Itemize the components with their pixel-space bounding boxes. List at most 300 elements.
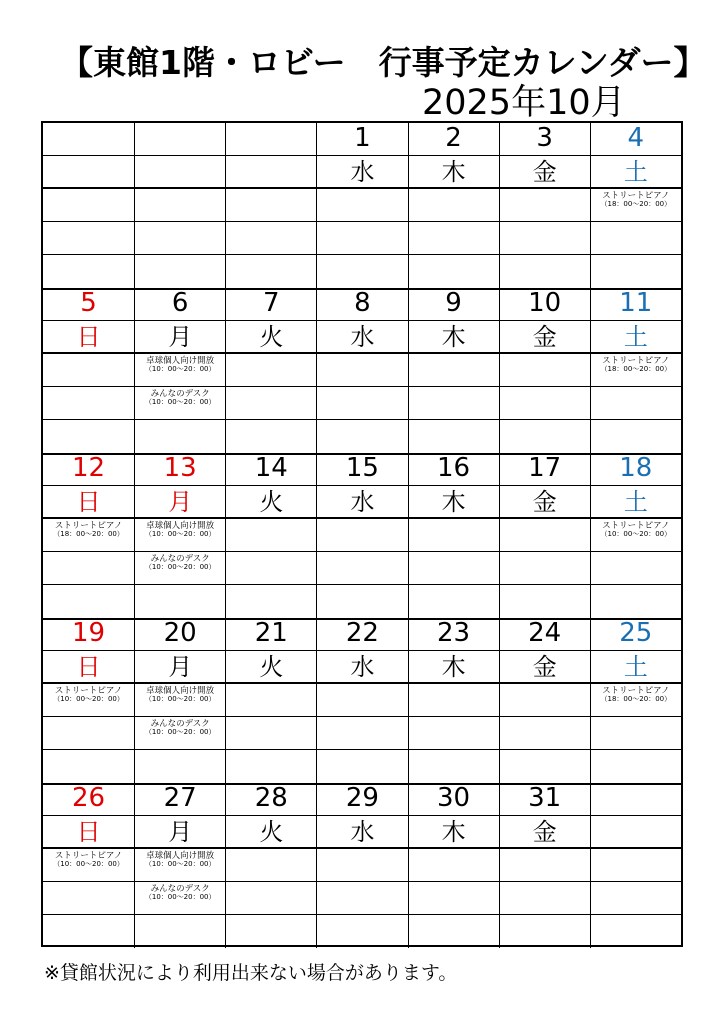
event-cell [134,717,225,749]
event-cell [408,717,499,749]
weekday-row [43,651,681,684]
event-cell [590,915,681,948]
date-cell [134,453,225,485]
date-number: 7 [263,288,280,318]
event-time: （10：00〜20：00） [144,859,216,868]
date-number: 23 [437,618,471,648]
date-number: 12 [72,453,106,483]
event-cell [134,354,225,386]
event-cell [590,882,681,914]
event-cell [134,387,225,419]
date-cell [316,453,407,485]
event-cell [499,255,590,288]
weekday-cell [590,651,681,682]
date-cell [316,783,407,815]
weekday-row [43,156,681,189]
event-cell [225,189,316,221]
event-cell [590,684,681,716]
date-number: 22 [345,618,379,648]
event-cell [316,222,407,254]
date-number: 27 [163,783,197,813]
weekday-cell [225,816,316,847]
event-row [43,552,681,585]
weekday-cell [499,321,590,352]
weekday-cell [43,486,134,517]
event-cell [225,255,316,288]
event-cell [408,420,499,453]
event-cell [134,189,225,221]
calendar-week [43,288,681,455]
event-cell [134,519,225,551]
weekday-cell [225,486,316,517]
event-name: 卓球個人向け開放 [146,356,215,366]
event-name: みんなのデスク [150,389,210,399]
event-time: （18：00〜20：00） [600,694,672,703]
date-cell [408,288,499,320]
date-number: 1 [354,123,371,153]
weekday-label: 土 [623,158,648,186]
date-cell [225,783,316,815]
weekday-label: 月 [168,323,193,351]
date-number: 3 [536,123,553,153]
date-number: 6 [171,288,189,318]
event-row [43,255,681,288]
weekday-cell [134,156,225,187]
event-cell [43,684,134,716]
date-number: 16 [437,453,471,483]
date-row [43,783,681,816]
date-number: 18 [619,453,653,483]
weekday-label: 火 [259,818,284,846]
event-time: （10：00〜20：00） [144,694,216,703]
date-number: 13 [163,453,197,483]
event-cell [225,915,316,948]
event-cell [499,552,590,584]
date-cell [316,288,407,320]
event-row [43,882,681,915]
event-name: みんなのデスク [150,884,210,894]
event-cell [316,387,407,419]
event-entry [43,852,134,868]
date-row [43,123,681,156]
event-cell [408,222,499,254]
event-cell [225,222,316,254]
date-number: 11 [619,288,653,318]
date-cell [134,288,225,320]
date-cell [134,783,225,815]
weekday-label: 金 [532,653,557,681]
event-entry [591,687,681,703]
footnote: ※貸館状況により利用出来ない場合があります。 [44,962,458,984]
date-number: 4 [627,123,645,153]
calendar-week [43,783,681,948]
event-cell [499,849,590,881]
date-cell [499,453,590,485]
event-cell [499,387,590,419]
date-cell [225,123,316,155]
date-row [43,618,681,651]
weekday-cell [590,816,681,847]
weekday-label: 日 [76,653,101,681]
event-cell [316,189,407,221]
date-number: 30 [437,783,471,813]
event-cell [225,585,316,618]
event-cell [134,684,225,716]
event-time: （18：00〜20：00） [600,199,672,208]
event-cell [408,750,499,783]
weekday-label: 金 [532,488,557,516]
weekday-row [43,486,681,519]
event-row [43,420,681,453]
month-label: 2025年10月 [422,83,626,123]
date-number: 19 [72,618,106,648]
event-cell [316,519,407,551]
event-cell [316,750,407,783]
calendar-grid [41,121,683,947]
weekday-cell [134,816,225,847]
event-cell [134,750,225,783]
calendar-week [43,453,681,620]
event-cell [499,717,590,749]
date-cell [43,618,134,650]
event-cell [408,552,499,584]
event-entry [591,192,681,208]
event-cell [225,519,316,551]
weekday-label: 金 [532,818,557,846]
weekday-cell [499,486,590,517]
weekday-cell [408,816,499,847]
weekday-label: 木 [441,653,466,681]
weekday-label: 火 [259,488,284,516]
event-cell [316,849,407,881]
date-cell [590,783,681,815]
event-row [43,189,681,222]
weekday-cell [590,156,681,187]
event-cell [590,585,681,618]
event-entry [135,555,225,571]
event-cell [43,387,134,419]
event-name: みんなのデスク [150,719,210,729]
event-cell [316,585,407,618]
event-cell [134,255,225,288]
event-time: （10：00〜20：00） [144,364,216,373]
event-cell [499,354,590,386]
weekday-cell [408,651,499,682]
weekday-label: 日 [76,488,101,516]
event-cell [43,354,134,386]
date-number: 25 [619,618,653,648]
weekday-cell [499,651,590,682]
event-row [43,849,681,882]
event-cell [316,255,407,288]
event-time: （10：00〜20：00） [144,892,216,901]
event-entry [135,852,225,868]
weekday-cell [225,156,316,187]
event-cell [316,684,407,716]
event-row [43,915,681,948]
event-cell [225,552,316,584]
weekday-label: 水 [350,323,375,351]
event-entry [591,357,681,373]
date-number: 5 [80,288,97,318]
date-number: 9 [445,288,462,318]
weekday-label: 土 [623,488,648,516]
event-cell [408,684,499,716]
event-cell [43,849,134,881]
event-cell [134,585,225,618]
weekday-label: 火 [259,653,284,681]
event-cell [43,915,134,948]
event-cell [316,915,407,948]
weekday-cell [43,816,134,847]
event-cell [408,585,499,618]
weekday-label: 水 [350,488,375,516]
event-cell [590,420,681,453]
weekday-cell [43,321,134,352]
weekday-label: 月 [168,818,193,846]
event-entry [135,720,225,736]
weekday-label: 木 [441,158,466,186]
event-name: みんなのデスク [150,554,210,564]
date-cell [590,618,681,650]
weekday-cell [408,156,499,187]
event-time: （10：00〜20：00） [53,859,124,868]
event-cell [134,222,225,254]
weekday-label: 土 [623,653,648,681]
calendar-week [43,618,681,785]
event-name: ストリートピアノ [54,521,123,531]
date-number: 14 [254,453,288,483]
event-cell [408,915,499,948]
event-cell [225,387,316,419]
event-cell [499,585,590,618]
weekday-cell [43,156,134,187]
weekday-cell [590,321,681,352]
date-number: 21 [254,618,288,648]
event-cell [590,222,681,254]
weekday-label: 木 [441,488,466,516]
event-cell [590,354,681,386]
event-name: 卓球個人向け開放 [146,521,215,531]
event-cell [499,750,590,783]
weekday-cell [316,156,407,187]
date-cell [225,288,316,320]
event-cell [43,519,134,551]
weekday-label: 土 [623,323,648,351]
date-cell [408,618,499,650]
weekday-cell [408,321,499,352]
weekday-label: 金 [532,158,557,186]
event-cell [43,882,134,914]
weekday-cell [134,321,225,352]
weekday-label: 水 [350,818,375,846]
date-number: 24 [528,618,562,648]
event-cell [590,849,681,881]
weekday-row [43,816,681,849]
weekday-row [43,321,681,354]
event-name: 卓球個人向け開放 [146,686,215,696]
weekday-cell [43,651,134,682]
date-number: 26 [72,783,106,813]
event-cell [499,420,590,453]
event-cell [408,882,499,914]
date-cell [408,123,499,155]
event-cell [408,519,499,551]
weekday-cell [316,486,407,517]
date-cell [43,288,134,320]
event-row [43,717,681,750]
event-time: （10：00〜20：00） [53,694,124,703]
date-cell [134,123,225,155]
date-number: 29 [345,783,379,813]
weekday-label: 木 [441,818,466,846]
date-cell [499,783,590,815]
page-title: 【東館1階・ロビー 行事予定カレンダー】 [60,43,707,82]
event-time: （10：00〜20：00） [600,529,672,538]
event-entry [135,687,225,703]
event-row [43,222,681,255]
event-name: 卓球個人向け開放 [146,851,215,861]
date-row [43,453,681,486]
event-row [43,387,681,420]
event-cell [225,354,316,386]
event-cell [408,387,499,419]
date-cell [225,618,316,650]
event-cell [590,750,681,783]
date-cell [499,123,590,155]
event-cell [225,882,316,914]
event-cell [499,519,590,551]
event-cell [590,387,681,419]
date-cell [590,453,681,485]
event-cell [590,189,681,221]
weekday-label: 火 [259,323,284,351]
event-cell [43,189,134,221]
event-name: ストリートピアノ [602,191,670,201]
weekday-label: 水 [350,653,375,681]
event-entry [135,390,225,406]
event-entry [135,522,225,538]
event-time: （10：00〜20：00） [144,397,216,406]
calendar-week [43,123,681,290]
event-cell [499,684,590,716]
event-cell [134,420,225,453]
weekday-cell [408,486,499,517]
date-number: 28 [254,783,288,813]
event-entry [591,522,681,538]
event-time: （18：00〜20：00） [600,364,672,373]
date-cell [590,123,681,155]
date-cell [408,453,499,485]
event-cell [499,222,590,254]
event-cell [408,189,499,221]
weekday-cell [225,651,316,682]
date-cell [316,123,407,155]
event-cell [408,849,499,881]
weekday-cell [590,486,681,517]
weekday-label: 月 [168,488,193,516]
event-entry [43,522,134,538]
event-cell [225,420,316,453]
date-row [43,288,681,321]
event-cell [225,849,316,881]
event-cell [316,354,407,386]
event-entry [135,885,225,901]
event-cell [590,717,681,749]
weekday-cell [316,816,407,847]
date-cell [43,453,134,485]
event-name: ストリートピアノ [54,686,123,696]
weekday-label: 月 [168,653,193,681]
event-cell [408,354,499,386]
event-cell [43,420,134,453]
date-number: 31 [528,783,562,813]
event-row [43,750,681,783]
weekday-cell [225,321,316,352]
event-cell [316,552,407,584]
weekday-cell [316,651,407,682]
weekday-cell [134,651,225,682]
event-cell [499,882,590,914]
event-row [43,585,681,618]
event-time: （10：00〜20：00） [144,562,216,571]
event-cell [225,717,316,749]
event-cell [43,750,134,783]
weekday-cell [316,321,407,352]
event-cell [134,552,225,584]
event-cell [43,255,134,288]
event-entry [43,687,134,703]
event-cell [316,420,407,453]
date-cell [134,618,225,650]
event-cell [134,882,225,914]
date-number: 10 [528,288,562,318]
event-name: ストリートピアノ [602,521,670,531]
event-time: （10：00〜20：00） [144,529,216,538]
date-cell [590,288,681,320]
date-cell [499,618,590,650]
event-cell [316,717,407,749]
date-number: 2 [445,123,462,153]
date-cell [225,453,316,485]
event-time: （18：00〜20：00） [53,529,124,538]
weekday-cell [499,816,590,847]
date-number: 17 [528,453,562,483]
event-cell [590,255,681,288]
event-name: ストリートピアノ [54,851,123,861]
event-name: ストリートピアノ [602,686,670,696]
event-name: ストリートピアノ [602,356,670,366]
date-cell [43,123,134,155]
date-cell [316,618,407,650]
date-cell [408,783,499,815]
event-cell [43,552,134,584]
event-entry [135,357,225,373]
event-cell [590,519,681,551]
event-cell [225,750,316,783]
weekday-cell [499,156,590,187]
event-cell [43,222,134,254]
event-cell [134,849,225,881]
event-row [43,519,681,552]
weekday-label: 日 [76,818,101,846]
event-row [43,354,681,387]
weekday-label: 日 [76,323,101,351]
date-number: 20 [163,618,197,648]
weekday-label: 水 [350,158,375,186]
date-cell [499,288,590,320]
event-cell [43,717,134,749]
